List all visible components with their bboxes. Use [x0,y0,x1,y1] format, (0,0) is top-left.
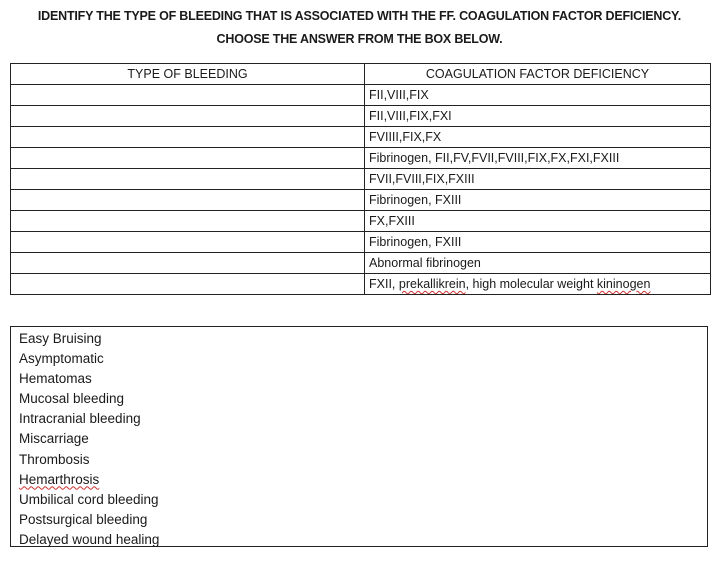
deficiency-cell: FII,VIII,FIX,FXI [365,106,711,127]
deficiency-cell [365,274,711,295]
coagulation-factor-table [10,63,711,295]
table-row [11,253,711,274]
table-row [11,232,711,253]
answer-choice-item: Miscarriage [19,431,89,447]
column-header-coagulation-factor-deficiency: COAGULATION FACTOR DEFICIENCY [365,64,711,85]
table-row [11,148,711,169]
column-header-type-of-bleeding: TYPE OF BLEEDING [11,64,365,85]
table-row [11,274,711,295]
deficiency-cell: Fibrinogen, FXIII [365,190,711,211]
bleeding-type-answer-cell[interactable] [11,127,365,148]
table-row [11,211,711,232]
bleeding-type-answer-cell[interactable] [11,85,365,106]
answer-choice-item: Mucosal bleeding [19,391,125,407]
deficiency-cell: FX,FXIII [365,211,711,232]
answer-choices-box [10,326,708,547]
answer-choice-item: Intracranial bleeding [19,411,141,427]
bleeding-type-answer-cell[interactable] [11,190,365,211]
deficiency-cell: FVIIII,FIX,FX [365,127,711,148]
deficiency-text-part: , high molecular weight [465,277,597,291]
deficiency-text-part: FXII, [369,277,399,291]
deficiency-cell: Fibrinogen, FII,FV,FVII,FVIII,FIX,FX,FXI,FXIII [365,148,711,169]
deficiency-cell: Fibrinogen, FXIII [365,232,711,253]
answer-choice-item [19,470,707,490]
bleeding-type-answer-cell[interactable] [11,211,365,232]
bleeding-type-answer-cell[interactable] [11,148,365,169]
spelling-flagged-word: Hemarthrosis [19,471,100,487]
bleeding-type-answer-cell[interactable] [11,169,365,190]
table-row [11,190,711,211]
instruction-heading-line-1: IDENTIFY THE TYPE OF BLEEDING THAT IS ASSOCIATED WITH THE FF. COAGULATION FACTOR DEFICIENCY. [37,9,682,23]
bleeding-type-answer-cell[interactable] [11,232,365,253]
deficiency-cell: FII,VIII,FIX [365,85,711,106]
answer-choice-item: Easy Bruising [19,331,102,346]
answer-choice-item: Umbilical cord bleeding [19,491,159,507]
spelling-flagged-word: kininogen [596,277,651,291]
table-row [11,106,711,127]
bleeding-type-answer-cell[interactable] [11,106,365,127]
answer-choice-item: Postsurgical bleeding [19,511,148,527]
answer-choice-item: Delayed wound healing [19,531,160,547]
bleeding-type-answer-cell[interactable] [11,253,365,274]
table-header-row [11,64,711,85]
answer-choice-item: Asymptomatic [19,351,104,367]
table-row [11,85,711,106]
instruction-heading-line-2: CHOOSE THE ANSWER FROM THE BOX BELOW. [216,32,503,46]
deficiency-cell: Abnormal fibrinogen [365,253,711,274]
answer-choice-item: Hematomas [19,371,92,387]
answer-choice-item: Thrombosis [19,451,90,467]
table-row [11,127,711,148]
bleeding-type-answer-cell[interactable] [11,274,365,295]
table-row [11,169,711,190]
deficiency-cell: FVII,FVIII,FIX,FXIII [365,169,711,190]
spelling-flagged-word: prekallikrein [398,277,466,291]
